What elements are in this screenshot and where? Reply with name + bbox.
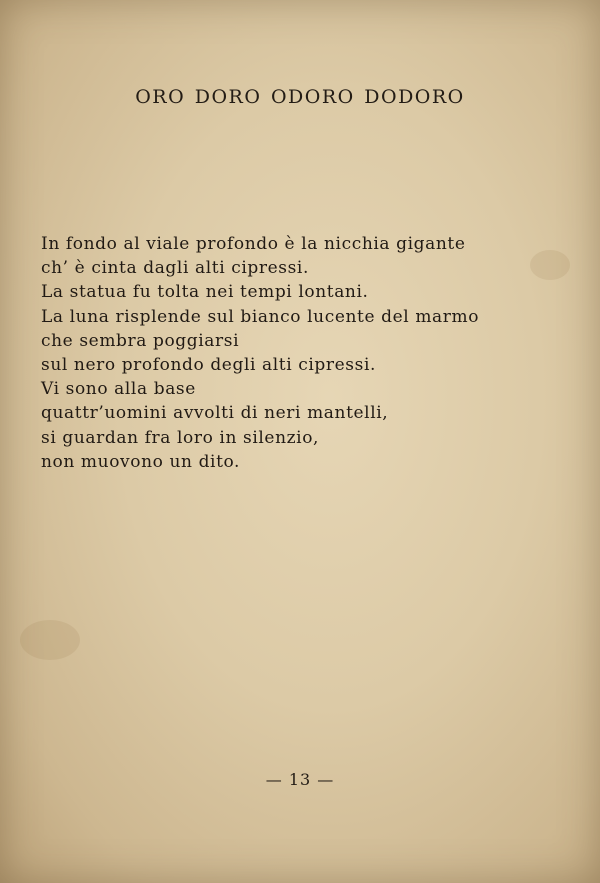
poem-line: che sembra poggiarsi <box>41 330 240 351</box>
paper-stain <box>20 620 80 660</box>
poem-line: non muovono un dito. <box>41 451 241 472</box>
poem-line: sul nero profondo degli alti cipressi. <box>41 355 376 376</box>
poem-line: Vi sono alla base <box>41 379 196 400</box>
poem-title: ORO DORO ODORO DODORO <box>135 86 465 108</box>
poem-line: quattr’uomini avvolti di neri mantelli, <box>41 403 389 424</box>
poem-line: si guardan fra loro in silenzio, <box>41 427 320 448</box>
poem-body <box>41 232 581 474</box>
poem-line: La luna risplende sul bianco lucente del marmo <box>41 306 480 327</box>
poem-line: La statua fu tolta nei tempi lontani. <box>41 282 369 303</box>
poem-line: ch’ è cinta dagli alti cipressi. <box>41 258 309 279</box>
page-number: — 13 — <box>265 770 335 789</box>
poem-line: In fondo al viale profondo è la nicchia gigante <box>41 234 466 254</box>
